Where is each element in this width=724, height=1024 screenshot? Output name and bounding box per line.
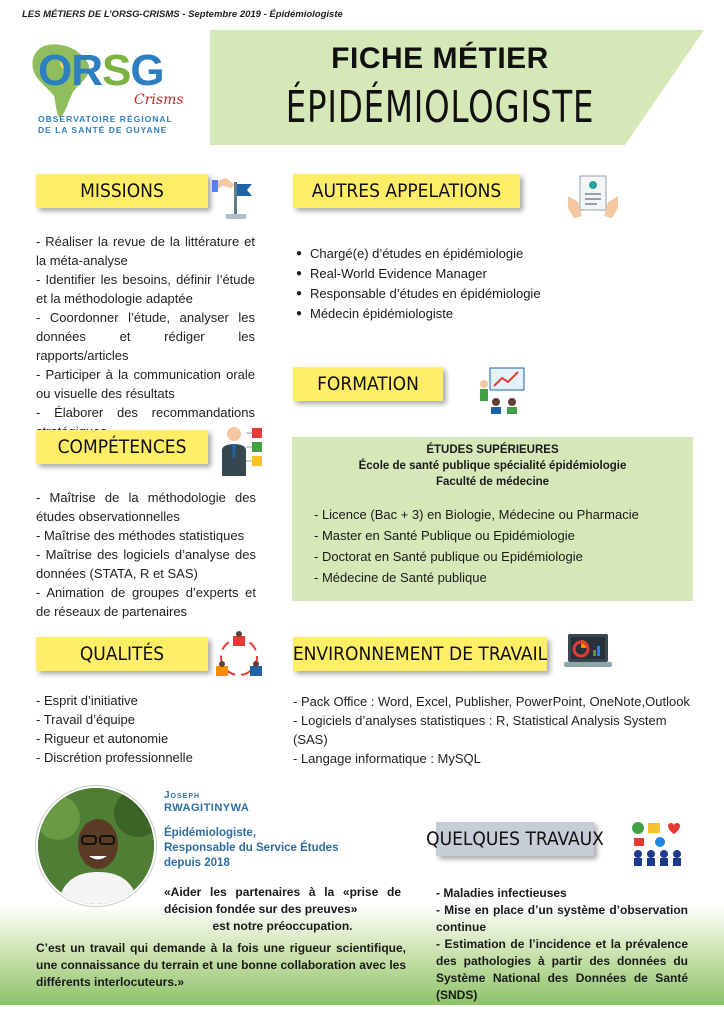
person-role [164, 826, 338, 871]
presentation-icon [474, 364, 526, 416]
formation-label: FORMATION [293, 367, 443, 401]
logo-subtitle-2: DE LA SANTÉ DE GUYANE [38, 125, 168, 135]
formation-item: - Doctorat en Santé publique ou Epidémiologie [314, 549, 583, 564]
qualites-item: - Rigueur et autonomie [36, 731, 169, 746]
environnement-item: - Langage informatique : MySQL [293, 751, 481, 766]
resume-hands-icon [566, 172, 620, 222]
logo-subtitle-1: OBSERVATOIRE RÉGIONAL [38, 114, 173, 124]
competences-item: - Animation de groupes d’experts et de réseaux de partenaires [36, 585, 256, 619]
competences-item: - Maîtrise de la méthodologie des études observationnelles [36, 490, 256, 524]
environnement-label: ENVIRONNEMENT DE TRAVAIL [293, 637, 547, 671]
travaux-item: - Maladies infectieuses [436, 886, 567, 900]
missions-item: - Identifier les besoins, définir l’étude et la méthodologie adaptée [36, 272, 255, 306]
environnement-list [293, 692, 703, 768]
competences-item: - Maîtrise des logiciels d’analyse des données (STATA, R et SAS) [36, 547, 256, 581]
missions-list [36, 232, 255, 441]
missions-item: - Élaborer des recommandations [36, 405, 255, 420]
person-role-line: Responsable du Service Études [164, 842, 339, 854]
competences-list [36, 488, 256, 621]
formation-list [314, 504, 693, 588]
header-line: LES MÉTIERS DE L’ORSG-CRISMS - Septembre 2019 - Épidémiologiste [22, 9, 343, 20]
appelations-item: ● Chargé(e) d’études en épidémiologie [296, 244, 676, 264]
quote-1-last: est notre préoccupation. [212, 919, 353, 933]
appelations-item: ● Médecin épidémiologiste [296, 304, 676, 324]
person-quote-2: C’est un travail qui demande à la fois une rigueur scientifique, une connaissance du terrain et une bonne collaboration avec les différents interlocuteurs.» [36, 941, 406, 989]
environnement-item: - Pack Office : Word, Excel, Publisher, PowerPoint, OneNote,Outlook [293, 694, 690, 709]
people-ideas-icon [630, 820, 686, 868]
logo-crisms: Crisms [134, 92, 184, 108]
appelations-list [296, 244, 676, 324]
laptop-chart-icon [564, 632, 612, 672]
appelations-item: ● Real-World Evidence Manager [296, 264, 676, 284]
flag-hand-icon [212, 172, 262, 220]
title-job: ÉPIDÉMIOLOGISTE [285, 82, 595, 133]
person-quote-1 [164, 884, 401, 935]
qualites-item: - Esprit d’initiative [36, 693, 138, 708]
travaux-item: - Estimation de l’incidence et la prévalence des pathologies à partir des données du Système National des Données de Santé (SNDS) [436, 937, 688, 1002]
portrait-icon [38, 788, 156, 906]
missions-item: - Participer à la communication orale ou visuelle des résultats [36, 367, 255, 401]
qualites-item: - Travail d’équipe [36, 712, 135, 727]
title-fiche-metier: FICHE MÉTIER [331, 42, 549, 75]
qualites-item: - Discrétion professionnelle [36, 750, 193, 765]
person-first-name: Joseph [164, 790, 201, 801]
formation-head-line: ÉTUDES SUPÉRIEURES [426, 444, 559, 456]
formation-head [292, 442, 693, 490]
missions-label: MISSIONS [36, 174, 208, 208]
appelations-label: AUTRES APPELATIONS [293, 174, 520, 208]
qualites-label: QUALITÉS [36, 637, 208, 671]
person-role-line: depuis 2018 [164, 857, 230, 869]
orsg-logo [24, 40, 204, 140]
formation-item: - Médecine de Santé publique [314, 570, 487, 585]
team-cycle-icon [212, 630, 266, 684]
missions-item: - Réaliser la revue de la littérature et la méta-analyse [36, 234, 255, 268]
person-last-name: RWAGITINYWA [164, 802, 250, 814]
competences-item: - Maîtrise des méthodes statistiques [36, 528, 245, 543]
competences-label: COMPÉTENCES [36, 430, 208, 464]
formation-box [292, 437, 693, 601]
appelations-item: ● Responsable d’études en épidémiologie [296, 284, 676, 304]
portrait-photo [36, 786, 156, 906]
businessman-skills-icon [218, 424, 268, 478]
qualites-list [36, 691, 256, 767]
formation-item: - Master en Santé Publique ou Epidémiologie [314, 528, 575, 543]
quote-1-body: «Aider les partenaires à la «prise de décision fondée sur des preuves» [164, 885, 401, 916]
formation-head-line: Faculté de médecine [435, 476, 550, 488]
travaux-list [436, 885, 688, 1004]
logo-letters: ORSG [38, 46, 164, 95]
person-role-line: Épidémiologiste, [164, 827, 257, 839]
missions-item: - Coordonner l’étude, analyser les données et rédiger les rapports/articles [36, 310, 255, 363]
formation-item: - Licence (Bac + 3) en Biologie, Médecine ou Pharmacie [314, 507, 639, 522]
travaux-label: QUELQUES TRAVAUX [436, 822, 594, 856]
environnement-item: - Logiciels d’analyses statistiques : R, Statistical Analysis System (SAS) [293, 713, 667, 747]
formation-head-line: École de santé publique spécialité épidémiologie [358, 460, 627, 472]
travaux-item: - Mise en place d’un système d’observation continue [436, 903, 688, 934]
